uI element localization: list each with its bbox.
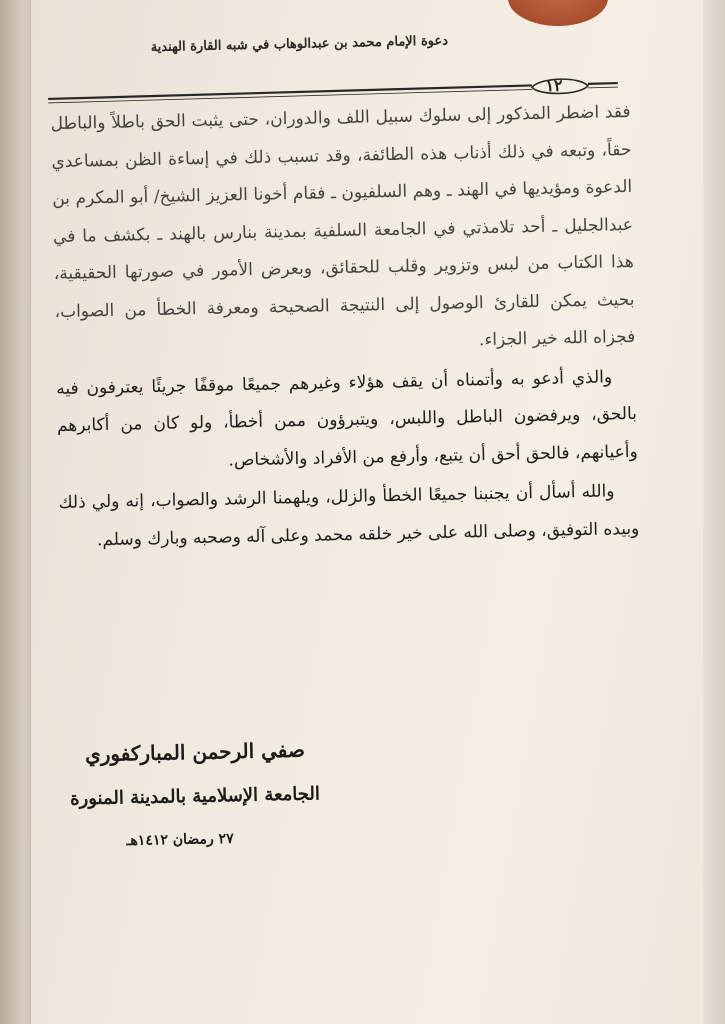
body-text bbox=[50, 94, 639, 560]
signature-name: صفي الرحمن المباركفوري bbox=[84, 737, 306, 767]
paragraph-3: والله أسأل أن يجنبنا جميعًا الخطأ والزلل، ويلهمنا الرشد والصواب، إنه ولي ذلك وبيده التوفيق، وصلى الله على خير خلقه محمد وعلى آله وصحبه وبارك وسلم. bbox=[58, 481, 640, 550]
next-page-edge bbox=[703, 0, 725, 1024]
signature-date: ٢٧ رمضان ١٤١٢هـ bbox=[126, 830, 234, 850]
running-header: دعوة الإمام محمد بن عبدالوهاب في شبه القارة الهندية bbox=[150, 33, 449, 56]
signature-institution: الجامعة الإسلامية بالمدينة المنورة bbox=[69, 783, 321, 810]
paragraph-1: فقد اضطر المذكور إلى سلوك سبيل اللف والدوران، حتى يثبت الحق باطلاً والباطل حقاً، وتبعه في ذلك أذناب هذه الطائفة، وقد تسبب ذلك في إساءة الظن بمساعدي الدعوة ومؤيديها في الهند ـ وهم السلفيون ـ فقام أخونا العزيز الشيخ/ أبو المكرم بن عبدالجليل ـ أحد تلامذتي في الجامعة السلفية بمدينة بنارس بالهند ـ بكشف ما في هذا الكتاب من لبس وتزوير وقلب للحقائق، وبعرض الأمور في صورتها الحقيقية، بحيث يمكن للقارئ الوصول إلى النتيجة الصحيحة ومعرفة الخطأ من الصواب، فجزاه الله خير الجزاء. bbox=[50, 101, 636, 351]
paragraph-2: والذي أدعو به وأتمناه أن يقف هؤلاء وغيرهم جميعًا موقفًا جريئًا يعترفون فيه بالحق، ويرفضون الباطل واللبس، ويتبرؤون ممن أخطأ، ولو كان من أكابرهم وأعيانهم، فالحق أحق أن يتبع، وأرفع من الأفراد والأشخاص. bbox=[56, 366, 638, 470]
page-number: ١٢ bbox=[545, 75, 563, 96]
